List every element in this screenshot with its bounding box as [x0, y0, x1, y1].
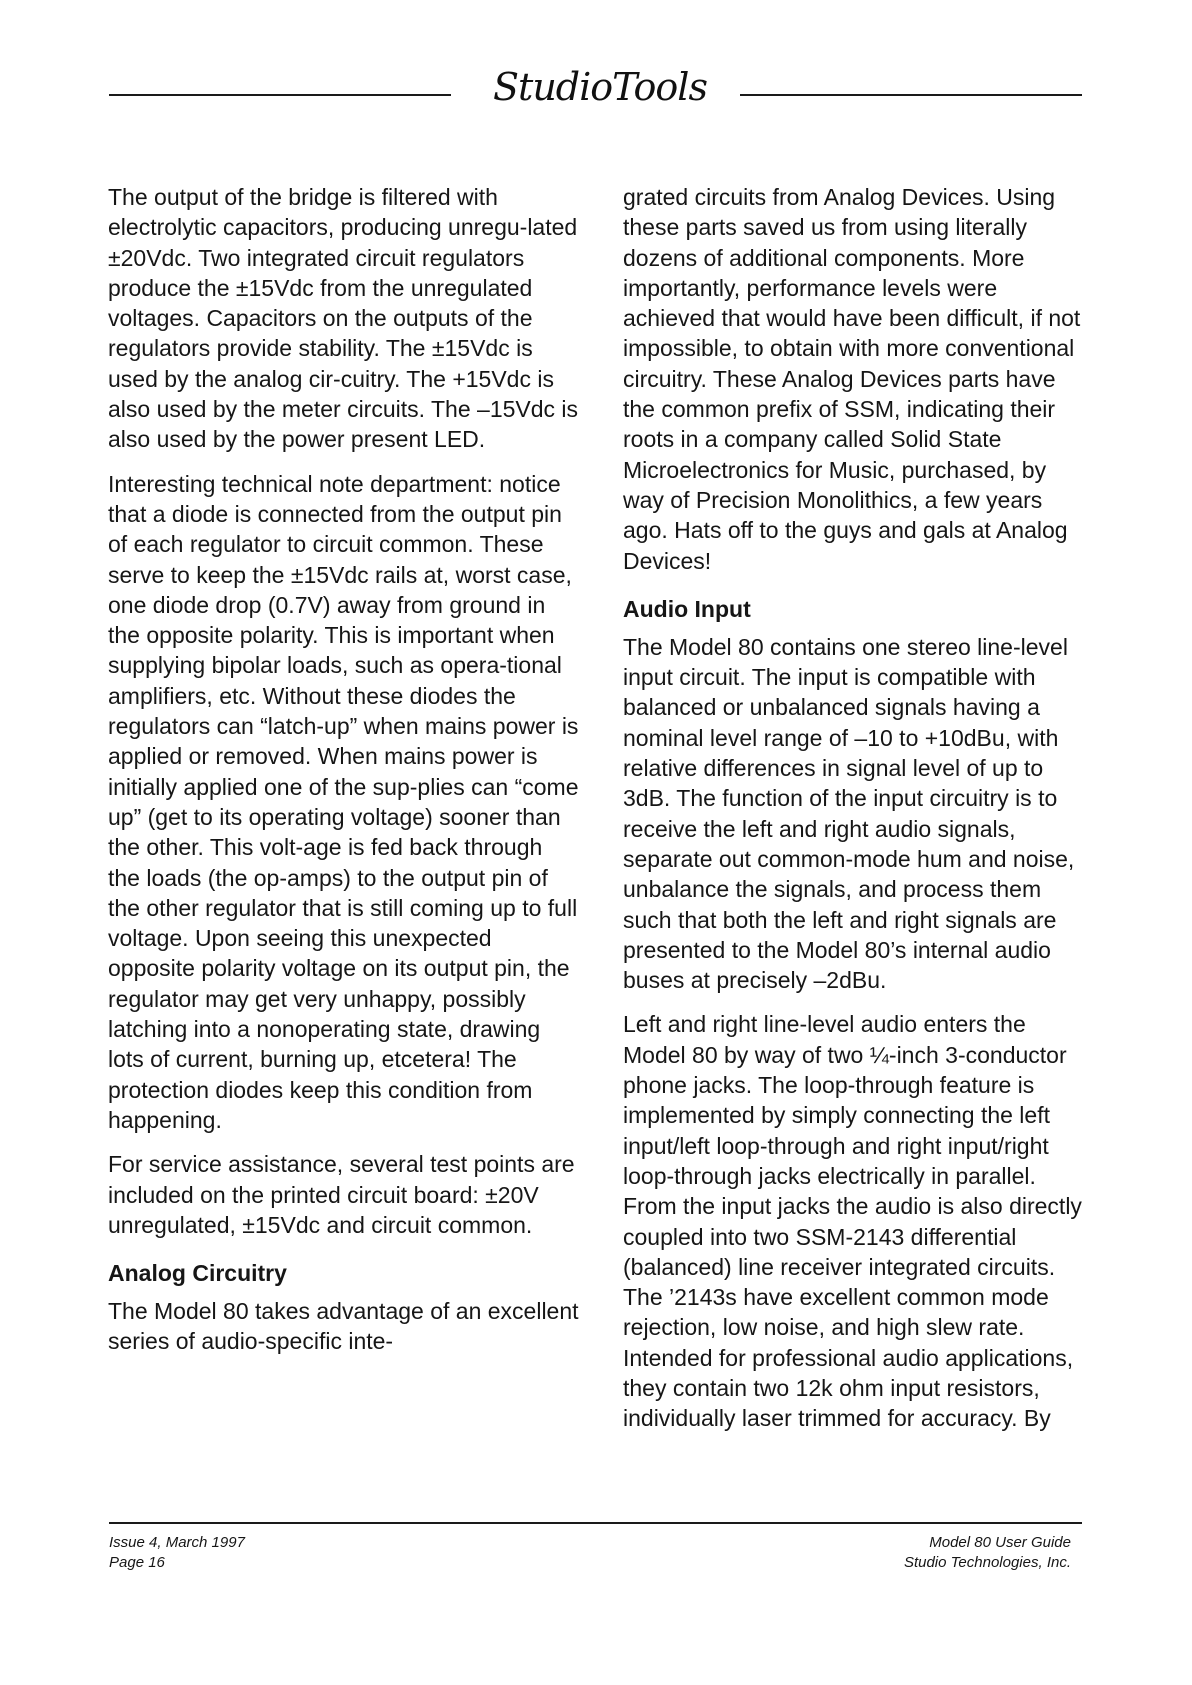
paragraph-analog-devices: grated circuits from Analog Devices. Using these parts saved us from using literally dozens of additional components. More importantly, performance levels were achieved that would have been difficult, if not impossible, to obtain with more conventional circuitry. These Analog Devices parts have the common prefix of SSM, indicating their roots in a company called Solid State Microelectronics for Music, purchased, by way of Precision Monolithics, a few years ago. Hats off to the guys and gals at Analog Devices!	[623, 184, 1081, 574]
footer-company: Studio Technologies, Inc.	[903, 1554, 1071, 1571]
header-rule-right	[740, 94, 1082, 96]
paragraph-line-level: Left and right line-level audio enters the Model 80 by way of two ¼-inch 3-conductor phone jacks. The loop-through feature is implemented by simply connecting the left input/left loop-through and right input/right loop-through jacks electrically in parallel. From the input jacks the audio is also directly coupled into two SSM-2143 differential (balanced) line receiver integrated circuits. The ’2143s have excellent common mode rejection, low noise, and high slew rate. Intended for professional audio applications, they contain two 12k ohm input resistors, individually laser trimmed for accuracy. By	[623, 1011, 1082, 1432]
footer-rule	[109, 1522, 1082, 1524]
footer-issue: Issue 4, March 1997	[109, 1534, 245, 1551]
heading-audio-input: Audio Input	[623, 595, 751, 622]
header-rule-left	[109, 94, 451, 96]
heading-analog-circuitry: Analog Circuitry	[108, 1260, 287, 1287]
paragraph-audio-input: The Model 80 contains one stereo line-level input circuit. The input is compatible with balanced or unbalanced signals having a nominal level range of –10 to +10dBu, with relative differences in signal level of up to 3dB. The function of the input circuitry is to receive the left and right audio signals, separate out common-mode hum and noise, unbalance the signals, and process them such that both the left and right signals are presented to the Model 80’s internal audio buses at precisely –2dBu.	[623, 633, 1075, 994]
footer-guide-title: Model 80 User Guide	[929, 1534, 1071, 1551]
left-column	[108, 182, 580, 1371]
paragraph-analog-intro: The Model 80 takes advantage of an excellent series of audio-specific inte-	[108, 1298, 579, 1355]
paragraph-power-supply: The output of the bridge is filtered with electrolytic capacitors, producing unregu-lated ±20Vdc. Two integrated circuit regulators produce the ±15Vdc from the unregulated voltages. Capacitors on the outputs of the regulators provide stability. The ±15Vdc is used by the analog cir-cuitry. The +15Vdc is also used by the meter circuits. The –15Vdc is also used by the power present LED.	[108, 184, 579, 453]
paragraph-service-assistance: For service assistance, several test points are included on the printed circuit board: ±20V unregulated, ±15Vdc and circuit common.	[108, 1151, 575, 1238]
studio-tools-logo: StudioTools	[493, 65, 707, 109]
footer-left	[109, 1533, 245, 1573]
footer-page-number: Page 16	[109, 1554, 165, 1571]
paragraph-technical-note: Interesting technical note department: notice that a diode is connected from the output pin of each regulator to circuit common. These serve to keep the ±15Vdc rails at, worst case, one diode drop (0.7V) away from ground in the opposite polarity. This is important when supplying bipolar loads, such as opera-tional amplifiers, etc. Without these diodes the regulators can “latch-up” when mains power is applied or removed. When mains power is initially applied one of the sup-plies can “come up” (get to its operating voltage) sooner than the other. This volt-age is fed back through the loads (the op-amps) to the output pin of the other regulator that is still coming up to full voltage. Upon seeing this unexpected opposite polarity voltage on its output pin, the regulator may get very unhappy, possibly latching into a nonoperating state, drawing lots of current, burning up, etcetera! The protection diodes keep this condition from happening.	[108, 470, 579, 1133]
footer-right	[904, 1533, 1071, 1573]
right-column	[623, 182, 1093, 1448]
